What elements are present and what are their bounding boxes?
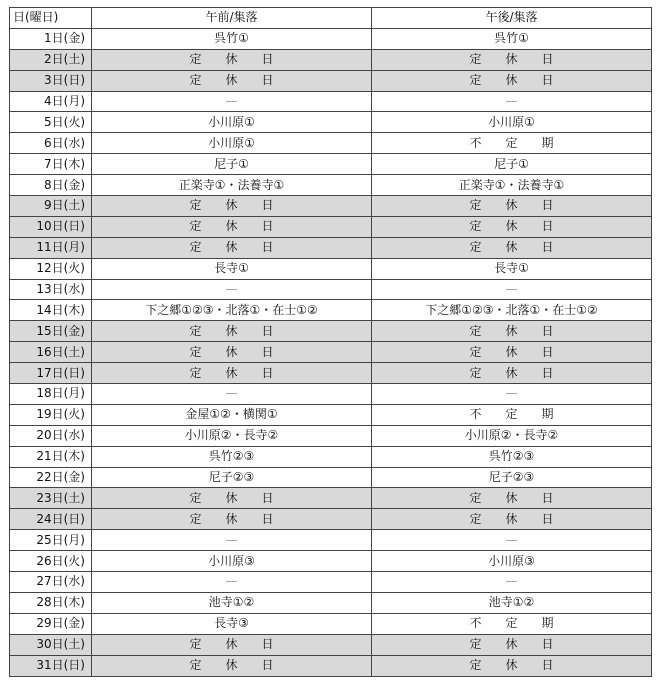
pm-cell: — [372, 91, 652, 112]
pm-cell: 定 休 日 [372, 49, 652, 70]
table-row [10, 91, 652, 112]
date-cell: 1日(金) [10, 28, 92, 49]
date-cell: 16日(土) [10, 342, 92, 363]
date-cell: 30日(土) [10, 634, 92, 655]
table-row [10, 404, 652, 425]
table-row [10, 49, 652, 70]
date-cell: 24日(日) [10, 509, 92, 530]
pm-cell: 不 定 期 [372, 404, 652, 425]
pm-cell: — [372, 530, 652, 551]
am-cell: 小川原① [92, 133, 372, 154]
table-row [10, 634, 652, 655]
pm-cell: — [372, 279, 652, 300]
am-cell: 定 休 日 [92, 49, 372, 70]
table-row [10, 216, 652, 237]
pm-cell: 小川原③ [372, 551, 652, 572]
am-cell: 定 休 日 [92, 196, 372, 217]
table-row [10, 300, 652, 321]
date-cell: 23日(土) [10, 488, 92, 509]
table-row [10, 133, 652, 154]
table-row [10, 488, 652, 509]
am-cell: 定 休 日 [92, 342, 372, 363]
am-cell: 定 休 日 [92, 363, 372, 384]
pm-cell: 定 休 日 [372, 321, 652, 342]
header-row [10, 8, 652, 29]
pm-cell: 小川原②・長寺② [372, 425, 652, 446]
am-cell: 定 休 日 [92, 70, 372, 91]
am-cell: 定 休 日 [92, 655, 372, 676]
am-cell: 正楽寺①・法養寺① [92, 175, 372, 196]
date-cell: 3日(日) [10, 70, 92, 91]
table-row [10, 384, 652, 405]
pm-cell: 定 休 日 [372, 70, 652, 91]
table-row [10, 425, 652, 446]
pm-cell: 尼子① [372, 154, 652, 175]
table-row [10, 237, 652, 258]
date-cell: 14日(木) [10, 300, 92, 321]
am-cell: — [92, 572, 372, 593]
am-cell: 金屋①②・横関① [92, 404, 372, 425]
date-cell: 22日(金) [10, 467, 92, 488]
table-row [10, 363, 652, 384]
pm-cell: 定 休 日 [372, 655, 652, 676]
pm-cell: 定 休 日 [372, 196, 652, 217]
pm-cell: 定 休 日 [372, 509, 652, 530]
table-row [10, 613, 652, 634]
table-row [10, 509, 652, 530]
pm-cell: 定 休 日 [372, 634, 652, 655]
date-cell: 4日(月) [10, 91, 92, 112]
table-row [10, 196, 652, 217]
pm-cell: 定 休 日 [372, 237, 652, 258]
date-cell: 20日(水) [10, 425, 92, 446]
pm-cell: 定 休 日 [372, 342, 652, 363]
pm-cell: 定 休 日 [372, 216, 652, 237]
date-cell: 15日(金) [10, 321, 92, 342]
am-cell: 下之郷①②③・北落①・在士①② [92, 300, 372, 321]
pm-cell: 正楽寺①・法養寺① [372, 175, 652, 196]
am-cell: 定 休 日 [92, 634, 372, 655]
table-row [10, 175, 652, 196]
am-cell: 定 休 日 [92, 509, 372, 530]
table-row [10, 70, 652, 91]
header-date: 日(曜日) [10, 8, 92, 29]
am-cell: — [92, 384, 372, 405]
pm-cell: 池寺①② [372, 592, 652, 613]
am-cell: 池寺①② [92, 592, 372, 613]
am-cell: 呉竹②③ [92, 446, 372, 467]
date-cell: 9日(土) [10, 196, 92, 217]
date-cell: 5日(火) [10, 112, 92, 133]
am-cell: 小川原① [92, 112, 372, 133]
pm-cell: 不 定 期 [372, 613, 652, 634]
table-row [10, 112, 652, 133]
date-cell: 12日(火) [10, 258, 92, 279]
pm-cell: 定 休 日 [372, 363, 652, 384]
am-cell: — [92, 530, 372, 551]
schedule-table [9, 7, 652, 677]
am-cell: — [92, 279, 372, 300]
am-cell: — [92, 91, 372, 112]
date-cell: 19日(火) [10, 404, 92, 425]
date-cell: 31日(日) [10, 655, 92, 676]
date-cell: 26日(火) [10, 551, 92, 572]
table-row [10, 467, 652, 488]
pm-cell: 下之郷①②③・北落①・在士①② [372, 300, 652, 321]
date-cell: 27日(水) [10, 572, 92, 593]
pm-cell: 呉竹① [372, 28, 652, 49]
pm-cell: 呉竹②③ [372, 446, 652, 467]
table-row [10, 279, 652, 300]
date-cell: 11日(月) [10, 237, 92, 258]
date-cell: 28日(木) [10, 592, 92, 613]
table-row [10, 530, 652, 551]
table-row [10, 258, 652, 279]
table-row [10, 592, 652, 613]
date-cell: 17日(日) [10, 363, 92, 384]
table-row [10, 28, 652, 49]
am-cell: 長寺① [92, 258, 372, 279]
am-cell: 小川原③ [92, 551, 372, 572]
table-row [10, 655, 652, 676]
date-cell: 7日(木) [10, 154, 92, 175]
date-cell: 13日(水) [10, 279, 92, 300]
pm-cell: 小川原① [372, 112, 652, 133]
date-cell: 21日(木) [10, 446, 92, 467]
date-cell: 18日(月) [10, 384, 92, 405]
am-cell: 定 休 日 [92, 321, 372, 342]
header-am: 午前/集落 [92, 8, 372, 29]
date-cell: 6日(水) [10, 133, 92, 154]
date-cell: 25日(月) [10, 530, 92, 551]
am-cell: 尼子① [92, 154, 372, 175]
date-cell: 29日(金) [10, 613, 92, 634]
date-cell: 8日(金) [10, 175, 92, 196]
table-row [10, 342, 652, 363]
table-row [10, 154, 652, 175]
table-row [10, 551, 652, 572]
am-cell: 呉竹① [92, 28, 372, 49]
header-pm: 午後/集落 [372, 8, 652, 29]
date-cell: 2日(土) [10, 49, 92, 70]
pm-cell: 長寺① [372, 258, 652, 279]
am-cell: 尼子②③ [92, 467, 372, 488]
schedule-body [10, 28, 652, 676]
pm-cell: — [372, 384, 652, 405]
table-row [10, 446, 652, 467]
pm-cell: 尼子②③ [372, 467, 652, 488]
pm-cell: 定 休 日 [372, 488, 652, 509]
am-cell: 小川原②・長寺② [92, 425, 372, 446]
am-cell: 定 休 日 [92, 488, 372, 509]
pm-cell: — [372, 572, 652, 593]
pm-cell: 不 定 期 [372, 133, 652, 154]
table-row [10, 572, 652, 593]
table-row [10, 321, 652, 342]
date-cell: 10日(日) [10, 216, 92, 237]
am-cell: 長寺③ [92, 613, 372, 634]
am-cell: 定 休 日 [92, 216, 372, 237]
am-cell: 定 休 日 [92, 237, 372, 258]
